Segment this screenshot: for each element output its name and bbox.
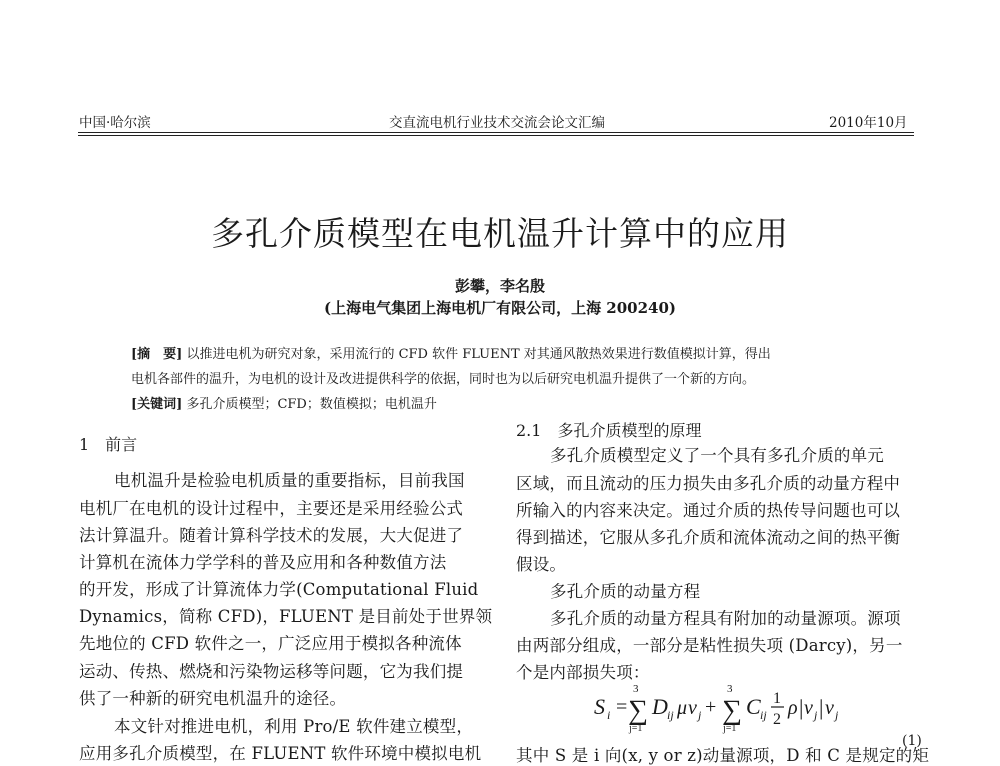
- formula-sub-i: i: [607, 708, 611, 722]
- body-line: 所输入的内容来决定。通过介质的热传导问题也可以: [516, 501, 901, 520]
- formula-D-ij: ij: [667, 708, 674, 722]
- body-line: 由两部分组成，一部分是粘性损失项 (Darcy)，另一: [516, 636, 903, 655]
- formula-mu: μ: [677, 697, 688, 719]
- affiliation: (上海电气集团上海电机厂有限公司，上海 200240): [323, 299, 677, 317]
- body-line: 的开发，形成了计算流体力学(Computational Fluid: [79, 580, 479, 599]
- abstract-label: [摘 要]: [131, 347, 183, 362]
- formula-frac-den: 2: [773, 711, 781, 728]
- body-line: 本文针对推进电机，利用 Pro/E 软件建立模型，: [114, 717, 474, 736]
- body-line: 其中 S 是 i 向(x, y or z)动量源项，D 和 C 是规定的矩: [516, 746, 930, 765]
- formula-sum1: ∑: [628, 695, 648, 726]
- formula-v1: v: [688, 697, 697, 719]
- section-2-1-heading: 2.1 多孔介质模型的原理: [516, 421, 702, 440]
- paper-title: 多孔介质模型在电机温升计算中的应用: [211, 214, 789, 253]
- body-line: 得到描述，它服从多孔介质和流体流动之间的热平衡: [516, 528, 901, 547]
- header-rule-top: [78, 132, 914, 133]
- body-line: Dynamics，简称 CFD)，FLUENT 是目前处于世界领: [79, 607, 493, 626]
- body-line: 区域，而且流动的压力损失由多孔介质的动量方程中: [516, 474, 901, 493]
- equation-number: (1): [902, 733, 922, 749]
- keywords-text: 多孔介质模型；CFD；数值模拟；电机温升: [186, 397, 437, 412]
- abstract-text-2: 电机各部件的温升，为电机的设计及改进提供科学的依据，同时也为以后研究电机温升提供了一个新的方向。: [131, 372, 756, 387]
- formula-abs-left: |: [799, 695, 804, 720]
- body-line: 供了一种新的研究电机温升的途径。: [79, 689, 347, 708]
- body-line: 多孔介质的动量方程具有附加的动量源项。源项: [550, 609, 901, 628]
- formula-frac-num: 1: [773, 690, 781, 707]
- formula-sum2: ∑: [722, 695, 742, 726]
- formula-C: C: [746, 694, 761, 719]
- formula-v1-sub: j: [698, 708, 702, 722]
- formula-v3-sub: j: [835, 708, 839, 722]
- formula-sum1-lower: j=1: [629, 723, 643, 734]
- formula-abs-right: |: [819, 695, 824, 720]
- formula-sum1-upper: 3: [633, 683, 639, 695]
- authors: 彭攀，李名殷: [454, 277, 545, 295]
- body-line: 计算机在流体力学学科的普及应用和各种数值方法: [79, 553, 447, 572]
- formula-v2: v: [804, 697, 813, 719]
- formula-D: D: [652, 694, 668, 719]
- section-1-heading: 1 前言: [79, 435, 138, 454]
- header-center: 交直流电机行业技术交流会论文汇编: [389, 115, 605, 131]
- formula-rho: ρ: [788, 697, 798, 719]
- header-left: 中国·哈尔滨: [79, 115, 151, 131]
- body-line: 电机厂在电机的设计过程中，主要还是采用经验公式: [79, 499, 464, 518]
- body-line: 个是内部损失项：: [516, 663, 650, 682]
- formula-plus: +: [705, 696, 717, 718]
- formula-equals: =: [616, 696, 628, 718]
- abstract-text-1: 以推进电机为研究对象，采用流行的 CFD 软件 FLUENT 对其通风散热效果进行数值模拟计算，得出: [186, 347, 771, 362]
- body-line: 运动、传热、燃烧和污染物运移等问题，它为我们提: [79, 662, 464, 681]
- keywords-line: [131, 393, 437, 412]
- abstract-line-1: [131, 343, 771, 362]
- momentum-source-equation: [592, 680, 852, 734]
- subheading: 多孔介质的动量方程: [550, 582, 701, 601]
- body-line: 电机温升是检验电机质量的重要指标，目前我国: [114, 471, 465, 490]
- formula-sum2-lower: j=1: [723, 723, 737, 734]
- body-line: 应用多孔介质模型，在 FLUENT 软件环境中模拟电机: [79, 744, 482, 763]
- formula-C-ij: ij: [760, 708, 767, 722]
- header-rule-bottom: [78, 135, 914, 136]
- formula-v2-sub: j: [814, 708, 818, 722]
- body-line: 先地位的 CFD 软件之一，广泛应用于模拟各种流体: [79, 634, 462, 653]
- keywords-label: [关键词]: [131, 397, 183, 412]
- body-line: 假设。: [516, 555, 567, 574]
- formula-v3: v: [825, 697, 834, 719]
- header-right: 2010年10月: [829, 115, 908, 131]
- formula-sum2-upper: 3: [727, 683, 733, 695]
- body-line: 多孔介质模型定义了一个具有多孔介质的单元: [550, 446, 884, 465]
- body-line: 法计算温升。随着计算科学技术的发展，大大促进了: [79, 526, 464, 545]
- formula-S: S: [594, 694, 605, 719]
